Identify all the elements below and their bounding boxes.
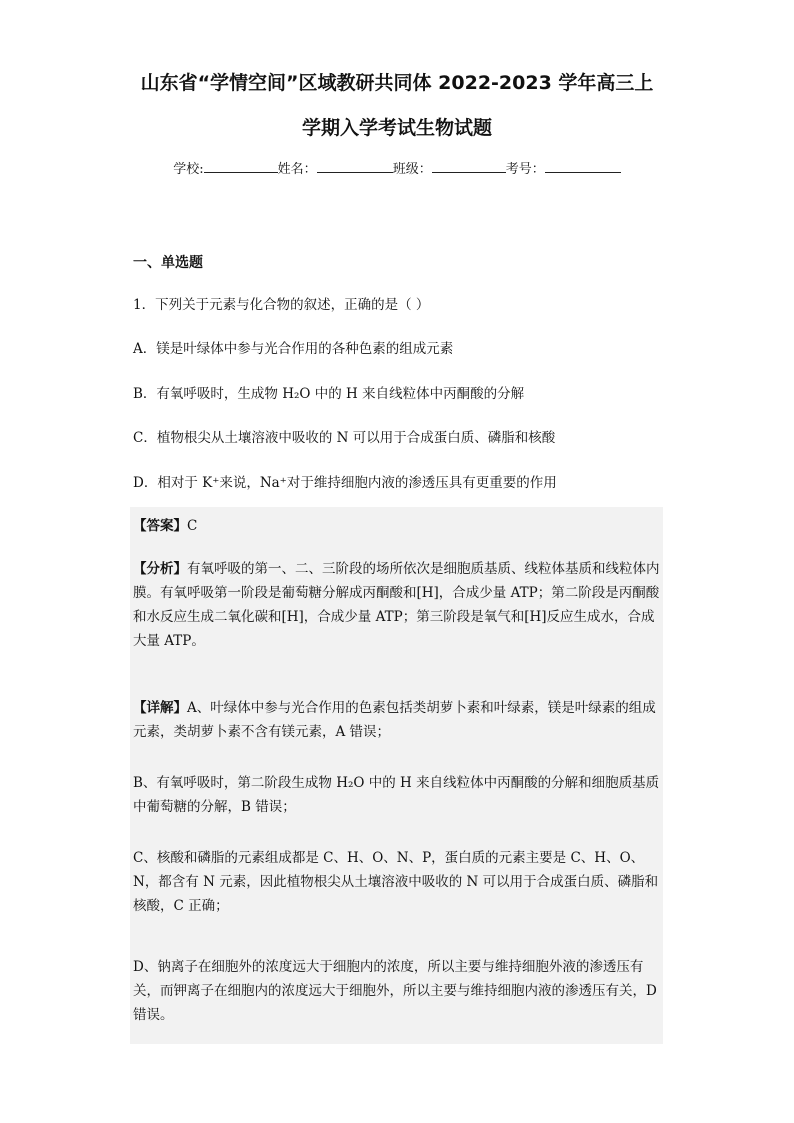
detail-paragraph-c: C、核酸和磷脂的元素组成都是 C、H、O、N、P，蛋白质的元素主要是 C、H、O、N，都含有 N 元素，因此植物根尖从土壤溶液中吸收的 N 可以用于合成蛋白质、磷脂和核酸，C 正确；	[133, 850, 659, 914]
option-d: D．相对于 K⁺来说，Na⁺对于维持细胞内液的渗透压具有更重要的作用	[133, 475, 557, 491]
document-title-line-2: 学期入学考试生物试题	[301, 117, 492, 139]
document-title-line-1: 山东省“学情空间”区域教研共同体 2022-2023 学年高三上	[140, 72, 654, 94]
detail-paragraph-a	[133, 696, 661, 744]
answer-value: C	[187, 518, 198, 534]
option-b: B．有氧呼吸时，生成物 H₂O 中的 H 来自线粒体中丙酮酸的分解	[133, 386, 525, 402]
option-c: C．植物根尖从土壤溶液中吸收的 N 可以用于合成蛋白质、磷脂和核酸	[133, 430, 556, 446]
section-title: 一、单选题	[133, 255, 203, 271]
name-blank[interactable]	[317, 158, 393, 173]
class-label: 班级：	[392, 162, 432, 177]
exam-no-blank[interactable]	[545, 158, 621, 173]
option-a: A．镁是叶绿体中参与光合作用的各种色素的组成元素	[133, 341, 454, 357]
name-label: 姓名：	[277, 162, 317, 177]
school-blank[interactable]	[204, 158, 278, 173]
answer-label: 【答案】	[133, 518, 187, 534]
detail-paragraph-b: B、有氧呼吸时，第二阶段生成物 H₂O 中的 H 来自线粒体中丙酮酸的分解和细胞质基质中葡萄糖的分解，B 错误；	[133, 775, 660, 815]
answer-line	[133, 514, 661, 538]
student-info-row	[0, 158, 794, 177]
class-blank[interactable]	[432, 158, 506, 173]
detail-label: 【详解】	[133, 700, 187, 716]
analysis-paragraph	[133, 557, 661, 653]
question-stem: 1．下列关于元素与化合物的叙述，正确的是（ ）	[133, 297, 430, 313]
analysis-text: 有氧呼吸的第一、二、三阶段的场所依次是细胞质基质、线粒体基质和线粒体内膜。有氧呼吸第一阶段是葡萄糖分解成丙酮酸和[H]，合成少量 ATP；第二阶段是丙酮酸和水反应生成二氧化碳和[H]，合成少量 ATP；第三阶段是氧气和[H]反应生成水，合成大量 ATP。	[133, 561, 660, 649]
detail-paragraph-d: D、钠离子在细胞外的浓度远大于细胞内的浓度，所以主要与维持细胞外液的渗透压有关，而钾离子在细胞内的浓度远大于细胞外，所以主要与维持细胞内液的渗透压有关，D 错误。	[133, 959, 657, 1023]
detail-text-a: A、叶绿体中参与光合作用的色素包括类胡萝卜素和叶绿素，镁是叶绿素的组成元素，类胡萝卜素不含有镁元素，A 错误；	[133, 700, 656, 740]
school-label: 学校:	[173, 162, 204, 177]
analysis-label: 【分析】	[133, 561, 187, 577]
exam-no-label: 考号：	[505, 162, 545, 177]
